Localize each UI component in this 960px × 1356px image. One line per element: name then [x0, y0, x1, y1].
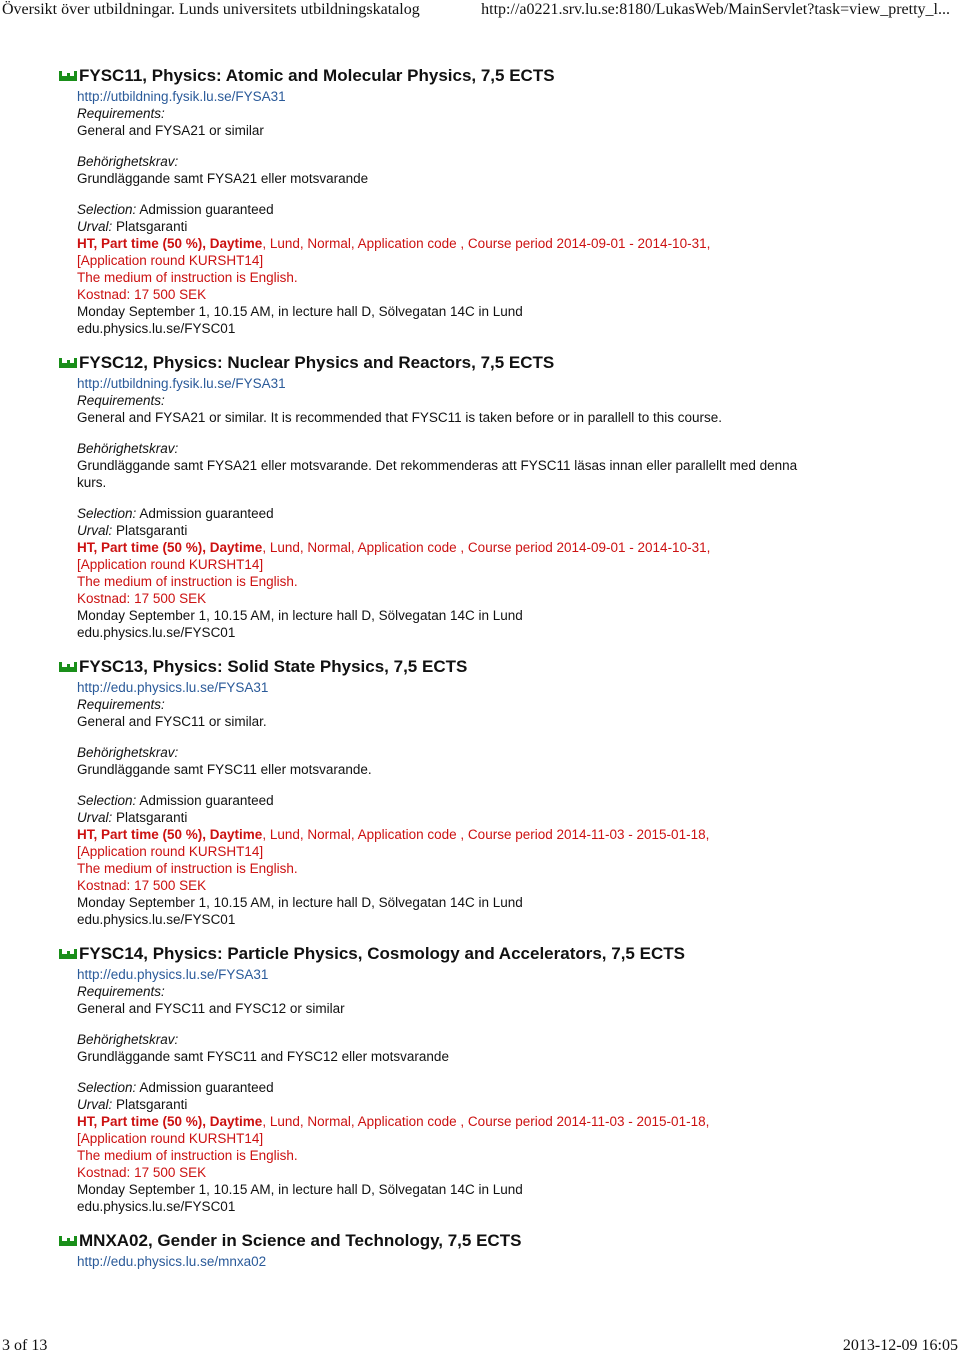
course-title-text: FYSC11, Physics: Atomic and Molecular Physics, 7,5 ECTS — [79, 66, 555, 85]
instruction-language: The medium of instruction is English. — [77, 270, 298, 285]
course-level-icon — [59, 358, 77, 368]
course-start: Monday September 1, 10.15 AM, in lecture hall D, Sölvegatan 14C in Lund — [77, 1182, 523, 1197]
course-cost: Kostnad: 17 500 SEK — [77, 287, 207, 302]
selection-row: Selection: Admission guaranteed — [77, 1080, 274, 1095]
requirements-text: General and FYSC11 or similar. — [77, 714, 267, 729]
page-title: Översikt över utbildningar. Lunds universitets utbildningskatalog — [2, 1, 420, 18]
course-entry — [77, 64, 937, 337]
course-level-icon — [59, 949, 77, 959]
course-link[interactable]: http://edu.physics.lu.se/FYSA31 — [77, 967, 269, 982]
selection-row: Selection: Admission guaranteed — [77, 793, 274, 808]
behorighetskrav-text: Grundläggande samt FYSA21 eller motsvarande — [77, 171, 369, 186]
print-footer — [0, 1336, 960, 1356]
course-title — [59, 351, 937, 375]
course-start: Monday September 1, 10.15 AM, in lecture hall D, Sölvegatan 14C in Lund — [77, 895, 523, 910]
urval-row: Urval: Platsgaranti — [77, 219, 188, 234]
requirements-text: General and FYSC11 and FYSC12 or similar — [77, 1001, 345, 1016]
course-level-icon — [59, 71, 77, 81]
requirements-label: Requirements: — [77, 984, 165, 999]
requirements-label: Requirements: — [77, 393, 165, 408]
course-details: HT, Part time (50 %), Daytime, Lund, Normal, Application code , Course period 2014-11-03 - 2015-01-18, — [77, 827, 710, 842]
instruction-language: The medium of instruction is English. — [77, 574, 298, 589]
page-url: http://a0221.srv.lu.se:8180/LukasWeb/MainServlet?task=view_pretty_l... — [481, 1, 950, 18]
course-title — [59, 1229, 937, 1253]
course-title — [59, 64, 937, 88]
course-link[interactable]: http://utbildning.fysik.lu.se/FYSA31 — [77, 89, 286, 104]
course-cost: Kostnad: 17 500 SEK — [77, 591, 207, 606]
course-list — [77, 64, 937, 1284]
course-details: HT, Part time (50 %), Daytime, Lund, Normal, Application code , Course period 2014-09-01 - 2014-10-31, — [77, 540, 711, 555]
selection-row: Selection: Admission guaranteed — [77, 202, 274, 217]
requirements-text: General and FYSA21 or similar — [77, 123, 264, 138]
application-round: [Application round KURSHT14] — [77, 557, 264, 572]
behorighetskrav-text: Grundläggande samt FYSC11 and FYSC12 eller motsvarande — [77, 1049, 449, 1064]
behorighetskrav-label: Behörighetskrav: — [77, 745, 179, 760]
print-timestamp: 2013-12-09 16:05 — [842, 1337, 958, 1354]
requirements-text: General and FYSA21 or similar. It is recommended that FYSC11 is taken before or in parallell to this course. — [77, 410, 723, 425]
behorighetskrav-label: Behörighetskrav: — [77, 441, 179, 456]
course-entry — [77, 1229, 937, 1270]
urval-row: Urval: Platsgaranti — [77, 1097, 188, 1112]
course-start: Monday September 1, 10.15 AM, in lecture hall D, Sölvegatan 14C in Lund — [77, 608, 523, 623]
course-link[interactable]: http://edu.physics.lu.se/mnxa02 — [77, 1254, 267, 1269]
course-web: edu.physics.lu.se/FYSC01 — [77, 1199, 236, 1214]
course-title-text: FYSC13, Physics: Solid State Physics, 7,5 ECTS — [79, 657, 468, 676]
instruction-language: The medium of instruction is English. — [77, 861, 298, 876]
course-level-icon — [59, 662, 77, 672]
page-number: 3 of 13 — [2, 1337, 48, 1354]
course-entry — [77, 351, 937, 641]
behorighetskrav-text: Grundläggande samt FYSC11 eller motsvarande. — [77, 762, 372, 777]
course-link[interactable]: http://utbildning.fysik.lu.se/FYSA31 — [77, 376, 286, 391]
course-title-text: FYSC12, Physics: Nuclear Physics and Reactors, 7,5 ECTS — [79, 353, 555, 372]
course-title-text: FYSC14, Physics: Particle Physics, Cosmology and Accelerators, 7,5 ECTS — [79, 944, 685, 963]
print-header — [0, 0, 960, 22]
instruction-language: The medium of instruction is English. — [77, 1148, 298, 1163]
course-link[interactable]: http://edu.physics.lu.se/FYSA31 — [77, 680, 269, 695]
application-round: [Application round KURSHT14] — [77, 1131, 264, 1146]
course-entry — [77, 942, 937, 1215]
course-title — [59, 942, 937, 966]
selection-row: Selection: Admission guaranteed — [77, 506, 274, 521]
requirements-label: Requirements: — [77, 106, 165, 121]
urval-row: Urval: Platsgaranti — [77, 810, 188, 825]
course-web: edu.physics.lu.se/FYSC01 — [77, 321, 236, 336]
course-start: Monday September 1, 10.15 AM, in lecture hall D, Sölvegatan 14C in Lund — [77, 304, 523, 319]
course-title-text: MNXA02, Gender in Science and Technology, 7,5 ECTS — [79, 1231, 522, 1250]
course-title — [59, 655, 937, 679]
course-web: edu.physics.lu.se/FYSC01 — [77, 912, 236, 927]
behorighetskrav-label: Behörighetskrav: — [77, 1032, 179, 1047]
application-round: [Application round KURSHT14] — [77, 844, 264, 859]
urval-row: Urval: Platsgaranti — [77, 523, 188, 538]
course-entry — [77, 655, 937, 928]
application-round: [Application round KURSHT14] — [77, 253, 264, 268]
course-details: HT, Part time (50 %), Daytime, Lund, Normal, Application code , Course period 2014-11-03 - 2015-01-18, — [77, 1114, 710, 1129]
course-details: HT, Part time (50 %), Daytime, Lund, Normal, Application code , Course period 2014-09-01 - 2014-10-31, — [77, 236, 711, 251]
course-web: edu.physics.lu.se/FYSC01 — [77, 625, 236, 640]
course-cost: Kostnad: 17 500 SEK — [77, 878, 207, 893]
course-level-icon — [59, 1236, 77, 1246]
course-cost: Kostnad: 17 500 SEK — [77, 1165, 207, 1180]
behorighetskrav-text: Grundläggande samt FYSA21 eller motsvarande. Det rekommenderas att FYSC11 läsas innan eller parallellt med denna kurs. — [77, 458, 798, 490]
behorighetskrav-label: Behörighetskrav: — [77, 154, 179, 169]
requirements-label: Requirements: — [77, 697, 165, 712]
